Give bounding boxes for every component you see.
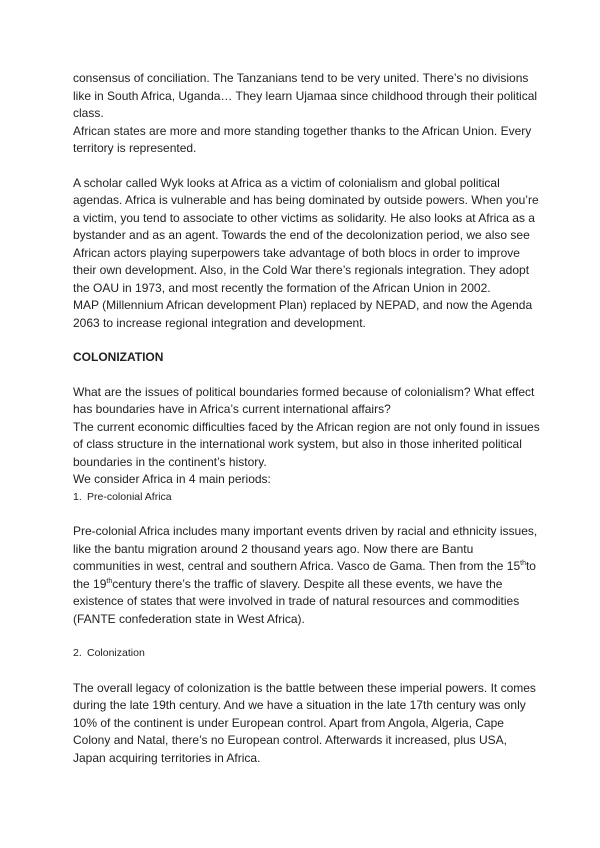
list-number: 1. bbox=[73, 490, 82, 503]
spacer bbox=[73, 332, 543, 349]
spacer bbox=[73, 506, 543, 523]
spacer bbox=[73, 158, 543, 175]
paragraph-economic-difficulties: The current economic difficulties faced by the African region are not only found in issues of class structure in the international work system, but also in those inherited political boundaries in the continent’s history. bbox=[73, 419, 540, 469]
paragraph-african-union: African states are more and more standing together thanks to the African Union. Every territory is represented. bbox=[73, 123, 532, 155]
text-run: Pre-colonial Africa includes many important events driven by racial and ethnicity issues, like the bantu migration around 2 thousand years ago. Now there are Bantu communities in west, central and southern Africa. Vasco de Gama. Then from the 15 bbox=[73, 524, 538, 573]
list-item-colonization bbox=[73, 645, 543, 663]
paragraph-pre-colonial bbox=[73, 523, 543, 628]
spacer bbox=[73, 628, 543, 645]
text-run: century there’s the traffic of slavery. Despite all these events, we have the existence of states that were involved in trade of natural resources and commodities (FANTE confederation state in West Africa). bbox=[73, 576, 520, 626]
paragraph-boundary-questions: What are the issues of political boundaries formed because of colonialism? What effect has boundaries have in Africa’s current international affairs? bbox=[73, 384, 535, 416]
spacer bbox=[73, 367, 543, 384]
paragraph-wyk: A scholar called Wyk looks at Africa as a victim of colonialism and global political agendas. Africa is vulnerable and has being dominated by outside powers. When you’re a victim, you tend to associate to other victims as solidarity. He also looks at Africa as a bystander and as an agent. Towards the end of the decolonization period, we also see African actors playing superpowers take advantage of both blocs in order to improve their own development. Also, in the Cold War there’s regionals integration. They adopt the OAU in 1973, and most recently the formation of the African Union in 2002. bbox=[73, 175, 539, 295]
text-run: to the 19 bbox=[73, 559, 536, 591]
paragraph-map-nepad: MAP (Millennium African development Plan) replaced by NEPAD, and now the Agenda 2063 to increase regional integration and development. bbox=[73, 298, 533, 330]
document-body bbox=[73, 70, 543, 767]
list-label: Colonization bbox=[87, 647, 145, 659]
list-number: 2. bbox=[73, 647, 82, 659]
superscript: th bbox=[106, 577, 113, 585]
paragraph-periods-intro: We consider Africa in 4 main periods: bbox=[73, 472, 271, 486]
superscript: th bbox=[520, 560, 526, 567]
list-label: Pre-colonial Africa bbox=[87, 490, 172, 503]
paragraph-colonization-legacy: The overall legacy of colonization is the battle between these imperial powers. It comes during the late 19th century. And we have a situation in the late 17th century was only 10% of the continent is under European control. Apart from Angola, Algeria, Cape Colony and Natal, there’s no European control. Afterwards it increased, plus USA, Japan acquiring territories in Africa. bbox=[73, 680, 536, 765]
paragraph-tanzania: consensus of conciliation. The Tanzanians tend to be very united. There’s no divisions like in South Africa, Uganda… They learn Ujamaa since childhood through their political class. bbox=[73, 71, 538, 120]
section-heading-colonization: COLONIZATION bbox=[73, 350, 164, 364]
spacer bbox=[73, 663, 543, 680]
list-item-pre-colonial bbox=[73, 489, 543, 507]
